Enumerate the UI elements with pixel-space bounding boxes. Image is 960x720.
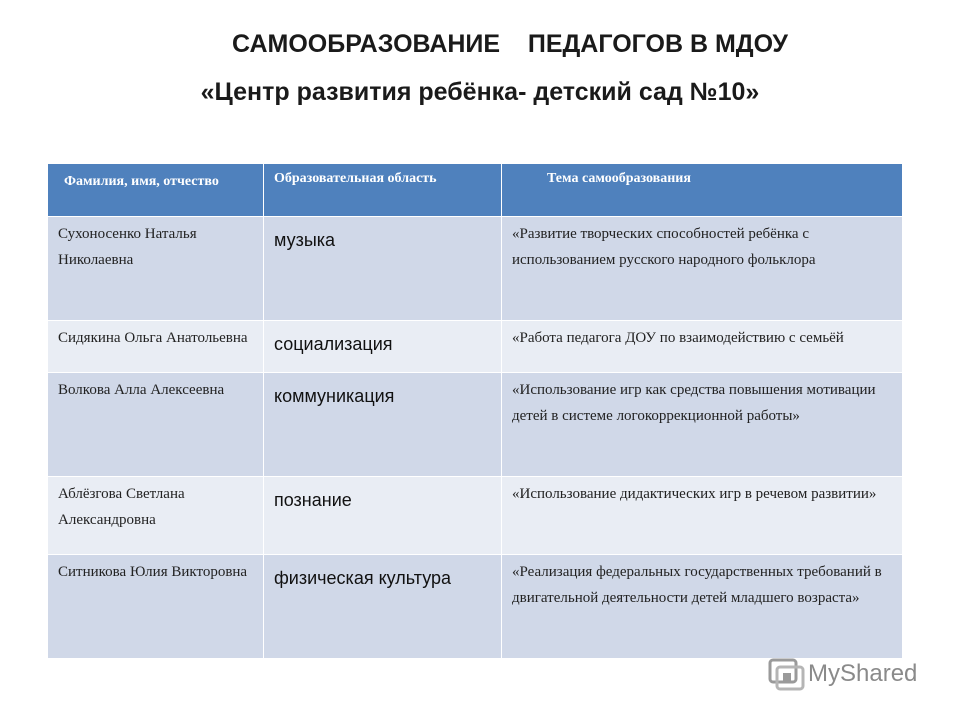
table-header-row	[48, 164, 903, 217]
table-row	[48, 477, 903, 555]
cell-topic: «Реализация федеральных государственных требований в двигательной деятельности детей младшего возраста»	[502, 555, 903, 659]
cell-topic: «Работа педагога ДОУ по взаимодействию с семьёй	[502, 321, 903, 373]
cell-area: познание	[264, 477, 502, 555]
table-row	[48, 321, 903, 373]
cell-topic: «Использование дидактических игр в речевом развитии»	[502, 477, 903, 555]
cell-area: музыка	[264, 217, 502, 321]
page-title: САМООБРАЗОВАНИЕ ПЕДАГОГОВ В МДОУ	[232, 30, 788, 58]
table-row	[48, 555, 903, 659]
table-row	[48, 217, 903, 321]
cell-name: Волкова Алла Алексеевна	[48, 373, 264, 477]
cell-area: коммуникация	[264, 373, 502, 477]
myshared-logo-icon	[768, 656, 808, 696]
header-topic: Тема самообразования	[502, 164, 903, 217]
cell-area: социализация	[264, 321, 502, 373]
table-row	[48, 373, 903, 477]
cell-name: Аблёзгова Светлана Александровна	[48, 477, 264, 555]
cell-name: Сухоносенко Наталья Николаевна	[48, 217, 264, 321]
cell-name: Ситникова Юлия Викторовна	[48, 555, 264, 659]
self-education-table	[47, 163, 903, 659]
header-full-name: Фамилия, имя, отчество	[48, 164, 264, 217]
cell-topic: «Развитие творческих способностей ребёнка с использованием русского народного фольклора	[502, 217, 903, 321]
cell-name: Сидякина Ольга Анатольевна	[48, 321, 264, 373]
cell-topic: «Использование игр как средства повышения мотивации детей в системе логокоррекционной работы»	[502, 373, 903, 477]
header-education-area: Образовательная область	[264, 164, 502, 217]
cell-area: физическая культура	[264, 555, 502, 659]
page-subtitle: «Центр развития ребёнка- детский сад №10»	[200, 78, 760, 106]
watermark-text: MyShared	[808, 660, 918, 687]
